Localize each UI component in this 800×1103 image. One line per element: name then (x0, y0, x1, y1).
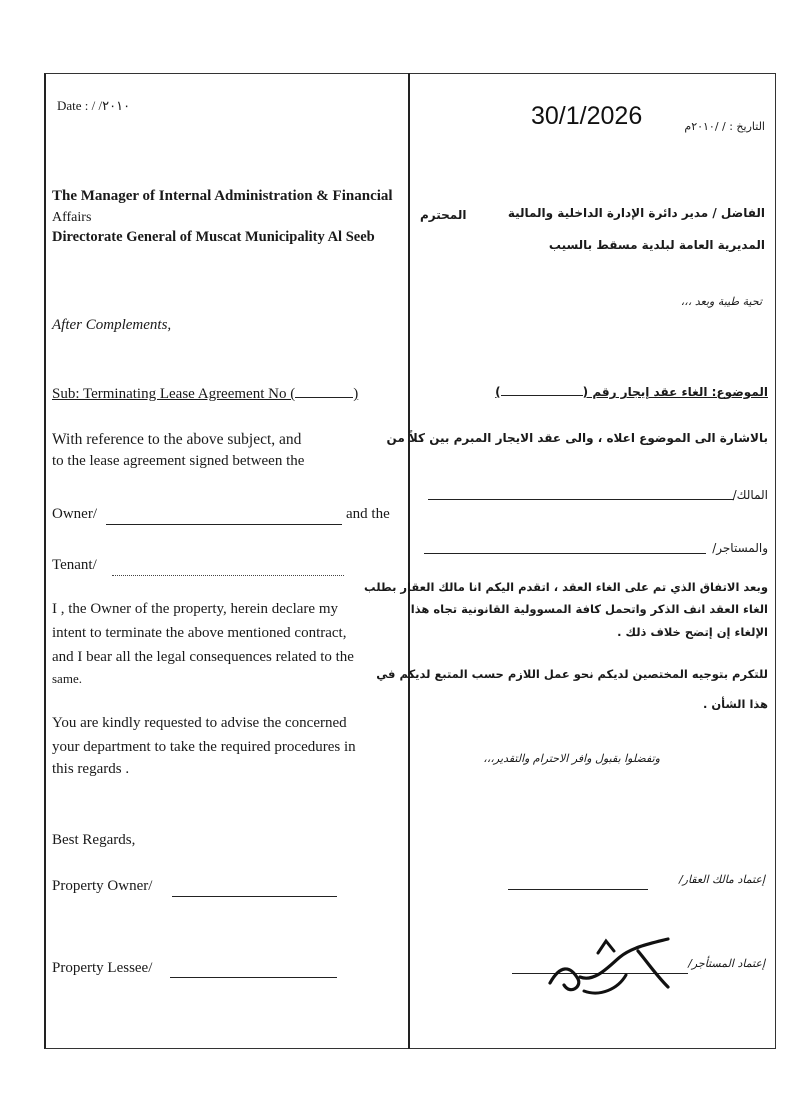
owner-signature-label: Property Owner/ (52, 878, 153, 894)
arabic-agreement-line-2: الغاء العقد انف الذكر واتحمل كافة المسوولية القانونية تجاه هذا (410, 602, 768, 616)
arabic-respected: المحترم (420, 208, 467, 222)
tenant-label: Tenant/ (52, 557, 97, 573)
reference-line-2: to the lease agreement signed between the (52, 453, 305, 469)
lessee-signature-line[interactable] (170, 977, 337, 978)
arabic-subject-text: الموضوع: الغاء عقد إيجار رقم ( (582, 385, 768, 399)
handwritten-signature (540, 935, 680, 1005)
handwritten-date: 30/1/2026 (531, 102, 643, 130)
addressee-line-1: The Manager of Internal Administration & Financial (52, 188, 393, 204)
arabic-request-line-1: للتكرم بتوجيه المختصين لديكم نحو عمل اللازم حسب المتبع لديكم في (376, 667, 768, 681)
arabic-agreement-line-3: الإلغاء إن إتضح خلاف ذلك . (617, 625, 768, 639)
arabic-owner-signature-label: إعتماد مالك العقار/ (678, 873, 765, 886)
arabic-owner-label: المالك/ (732, 488, 768, 502)
arabic-reference: بالاشارة الى الموضوع اعلاه ، والى عقد الايجار المبرم بين كلاً من (386, 431, 768, 445)
tenant-input-line[interactable] (112, 575, 344, 576)
arabic-tenant-label: والمستاجر/ (712, 541, 768, 555)
subject-prefix: Sub: Terminating Lease Agreement No ( (52, 386, 296, 402)
greeting: After Complements, (52, 317, 172, 333)
column-divider (408, 73, 410, 1049)
declaration-line-1: I , the Owner of the property, herein declare my (52, 601, 338, 617)
arabic-subject (495, 385, 768, 399)
declaration-line-4: same. (52, 671, 82, 686)
date-field: Date : / /٢٠١٠ (57, 98, 131, 113)
best-regards: Best Regards, (52, 832, 136, 848)
and-the-label: and the (346, 506, 390, 522)
declaration-line-3: and I bear all the legal consequences related to the (52, 649, 354, 665)
subject-line (52, 386, 358, 403)
arabic-lessee-signature-label: إعتماد المستأجر/ (688, 957, 765, 970)
arabic-closing-regards: وتفضلوا بقبول وافر الاحترام والتقدير،،، (483, 752, 660, 765)
arabic-subject-close: ) (495, 385, 501, 399)
declaration-line-2: intent to terminate the above mentioned contract, (52, 625, 347, 641)
owner-signature-line[interactable] (172, 896, 337, 897)
reference-line-1: With reference to the above subject, and (52, 431, 302, 448)
arabic-owner-line[interactable] (428, 499, 734, 500)
arabic-tenant-line[interactable] (424, 553, 706, 554)
arabic-addressee-line-2: المديرية العامة لبلدية مسقط بالسيب (548, 238, 765, 252)
subject-suffix: ) (353, 386, 359, 402)
request-line-3: this regards . (52, 761, 130, 777)
request-line-1: You are kindly requested to advise the concerned (52, 715, 347, 731)
arabic-greeting: تحية طيبة وبعد ،،، (680, 295, 762, 308)
arabic-request-line-2: هذا الشأن . (702, 697, 768, 711)
arabic-agreement-line-1: وبعد الاتفاق الذي تم على الغاء العقد ، اتقدم اليكم انا مالك العقار بطلب (364, 580, 768, 594)
owner-input-line[interactable] (106, 524, 342, 525)
lessee-signature-label: Property Lessee/ (52, 960, 153, 976)
arabic-date-label: التاريخ : / /٢٠١٠م (684, 120, 765, 133)
request-line-2: your department to take the required procedures in (52, 739, 356, 755)
arabic-owner-signature-line[interactable] (508, 889, 648, 890)
owner-label: Owner/ (52, 506, 97, 522)
arabic-addressee-line-1: الفاضل / مدير دائرة الإدارة الداخلية والمالية (507, 206, 765, 220)
addressee-line-2: Affairs (52, 210, 92, 225)
addressee-line-3: Directorate General of Muscat Municipality Al Seeb (52, 229, 375, 245)
